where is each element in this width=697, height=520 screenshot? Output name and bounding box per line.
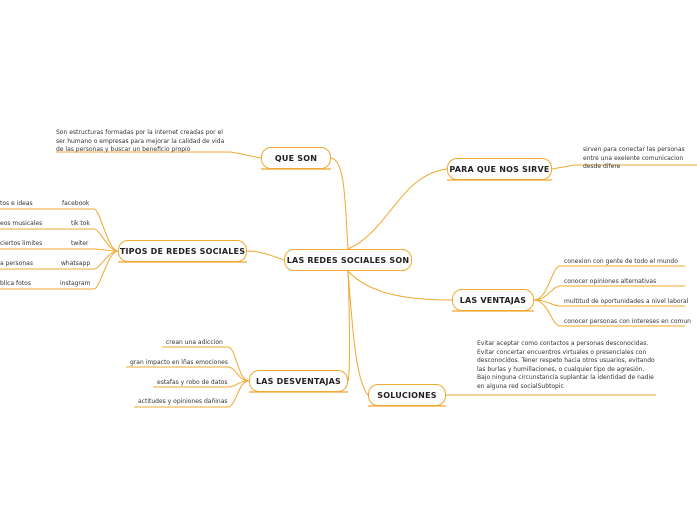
desventaja-item[interactable]: gran impacto en lñas emociones (130, 359, 228, 366)
ventaja-item[interactable]: conexion con gente de todo el mundo (564, 258, 678, 265)
tipo-desc: ciertos limites (0, 240, 43, 247)
connector-para-text (552, 165, 697, 169)
tipo-desc: tos e ideas (0, 200, 33, 207)
tipo-name[interactable]: tik tok (71, 220, 90, 227)
desventaja-item[interactable]: crean una adiccion (166, 339, 223, 346)
connector-central-queson (331, 158, 348, 249)
tipo-name[interactable]: whatsapp (61, 260, 91, 267)
connector-desventajas-3 (228, 381, 249, 407)
tipo-name[interactable]: instagram (60, 280, 91, 287)
connector-tipos-1 (94, 229, 118, 251)
topic-las-desventajas[interactable]: LAS DESVENTAJAS (249, 370, 348, 392)
connector-queson-text (230, 152, 261, 158)
que-son-description: Son estructuras formadas por la internet creadas por el ser humano o empresas para mejorar la calidad de vida de las personas y buscar un beneficio propio (56, 129, 225, 153)
connector-tipos-4 (94, 251, 118, 289)
central-topic[interactable]: LAS REDES SOCIALES SON (284, 249, 412, 271)
ventaja-item[interactable]: conocer opiniones alternativas (564, 278, 657, 285)
connector-central-para (348, 169, 447, 249)
topic-las-ventajas[interactable]: LAS VENTAJAS (452, 289, 534, 311)
topic-para-que-nos-sirve[interactable]: PARA QUE NOS SIRVE (447, 158, 552, 180)
tipo-desc: blica fotos (0, 280, 31, 287)
connector-tipos-0 (94, 209, 118, 251)
connector-desventajas-1 (228, 367, 249, 381)
soluciones-description: Evitar aceptar como contactos a personas desconocidas. Evitar concertar encuentros virtuales o presenciales con desconocidos. Tener respeto hacia otros usuarios, evitando las burlas y humillaciones, o cualquier tipo de agresión. Bajo ninguna circunstancia suplantar la identidad de nadie en alguna red socialSubtopic (477, 340, 655, 390)
tipo-desc: a personas (0, 260, 33, 267)
desventaja-item[interactable]: estafas y robo de datos (157, 379, 228, 386)
tipo-name[interactable]: facebook (62, 200, 90, 207)
ventaja-item[interactable]: multitud de oportunidades a nivel laboral (564, 298, 689, 305)
ventaja-item[interactable]: conocer personas con intereses en comun (564, 318, 691, 325)
connector-central-ventajas (348, 271, 452, 300)
para-que-description: sirven para conectar las personas entre una exelente comunicacion desde difere (583, 146, 685, 170)
topic-tipos-de-redes[interactable]: TIPOS DE REDES SOCIALES (118, 240, 247, 262)
connector-central-soluciones (348, 271, 368, 395)
tipo-name[interactable]: twiter (71, 240, 89, 247)
tipo-desc: eos musicales (0, 220, 43, 227)
connector-central-tipos (247, 251, 284, 260)
topic-soluciones[interactable]: SOLUCIONES (368, 384, 446, 406)
desventaja-item[interactable]: actitudes y opiniones dañinas (138, 398, 228, 405)
topic-que-son[interactable]: QUE SON (261, 147, 331, 169)
connector-ventajas-3 (534, 300, 560, 326)
